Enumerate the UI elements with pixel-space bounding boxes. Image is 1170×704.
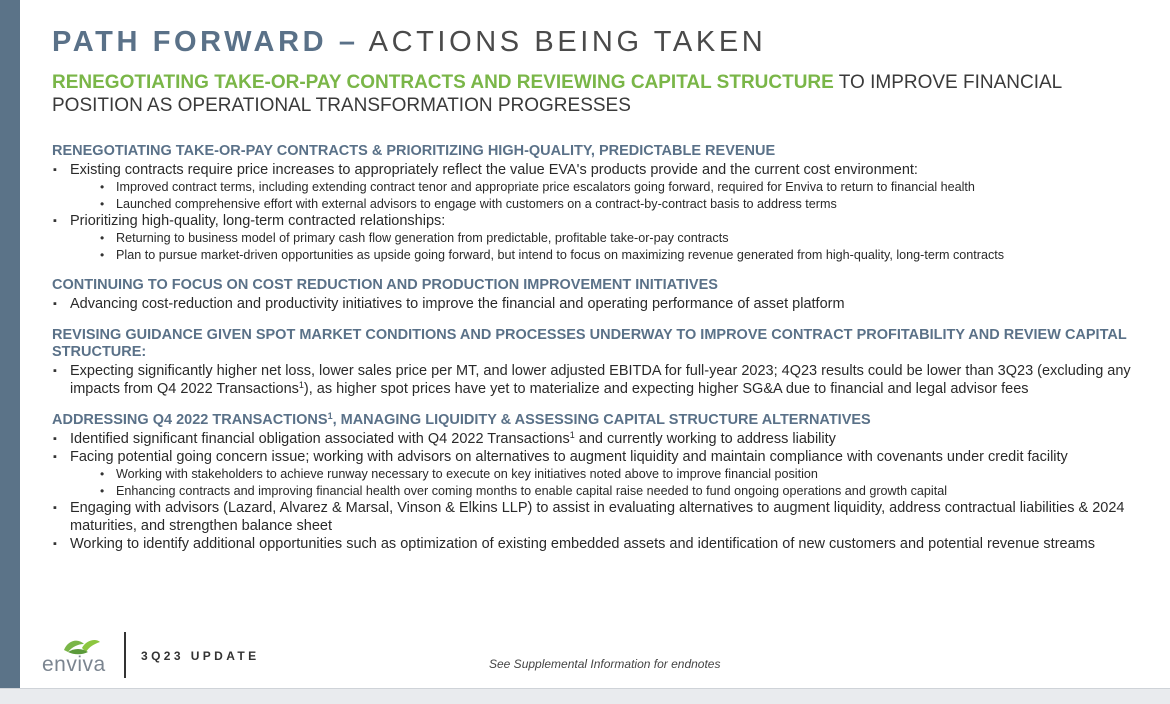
section-heading [52,412,1142,429]
title-bold: PATH FORWARD – [52,26,359,58]
list-item-text: and currently working to address liability [574,431,836,447]
section-revising-guidance [52,327,1170,398]
sub-list-item: • Improved contract terms, including extending contract tenor and appropriate price escalators going forward, required for Enviva to return to financial health [52,179,1170,196]
endnote-marker: 1 [569,430,575,440]
slide-title [52,26,766,59]
logo-text: enviva [42,653,106,676]
sub-list-item: • Launched comprehensive effort with external advisors to engage with customers on a contract-by-contract basis to address terms [52,196,1170,213]
enviva-logo [40,636,116,676]
sub-list-item: • Enhancing contracts and improving financial health over coming months to enable capital raise needed to fund ongoing operations and growth capital [52,483,1170,500]
list-item: ▪ Advancing cost-reduction and productivity initiatives to improve the financial and operating performance of asset platform [52,295,1160,313]
list-item: ▪ Facing potential going concern issue; working with advisors on alternatives to augment liquidity and maintain compliance with covenants under credit facility [52,448,1160,466]
left-accent-bar [0,0,20,690]
list-item [52,362,1160,398]
footer-endnote: See Supplemental Information for endnotes [489,657,721,671]
title-rest: ACTIONS BEING TAKEN [358,26,767,58]
bottom-strip [0,688,1170,704]
list-item-text: ), as higher spot prices have yet to materialize and expecting higher SG&A due to financial and legal advisor fees [303,381,1029,397]
list-item-line: ▪ Engaging with advisors (Lazard, Alvarez & Marsal, Vinson & Elkins LLP) to assist in evaluating alternatives to augment liquidity, address contractual liabilities & 2024 [70,500,1125,516]
subtitle-highlight: RENEGOTIATING TAKE-OR-PAY CONTRACTS AND REVIEWING CAPITAL STRUCTURE [52,72,834,93]
section-heading: CONTINUING TO FOCUS ON COST REDUCTION AND PRODUCTION IMPROVEMENT INITIATIVES [52,277,718,293]
section-renegotiating [52,143,1170,263]
heading-text: ADDRESSING Q4 2022 TRANSACTIONS [52,412,328,428]
slide-content [52,143,1170,567]
section-heading: RENEGOTIATING TAKE-OR-PAY CONTRACTS & PRIORITIZING HIGH-QUALITY, PREDICTABLE REVENUE [52,143,776,159]
subtitle-rest: TO IMPROVE FINANCIAL POSITION AS OPERATIONAL TRANSFORMATION PROGRESSES [52,72,1062,116]
list-item: ▪ Existing contracts require price increases to appropriately reflect the value EVA's products provide and the current cost environment: [52,161,1160,179]
footer-divider [124,632,126,678]
endnote-marker: 1 [327,411,333,421]
sub-list-item: • Working with stakeholders to achieve runway necessary to execute on key initiatives noted above to improve financial position [52,466,1170,483]
footer-update-label: 3Q23 UPDATE [141,649,260,663]
list-item-text: Expecting significantly higher net loss, lower sales price per MT, and lower adjusted EBITDA for full-year 2023; 4Q23 results could be lower than 3Q23 (excluding any impacts from Q4 2022 Transactions [70,363,1131,397]
sub-list-item: • Plan to pursue market-driven opportunities as upside going forward, but intend to focus on maximizing revenue generated from high-quality, long-term contracts [52,247,1170,264]
list-item: ▪ Working to identify additional opportunities such as optimization of existing embedded assets and identification of new customers and potential revenue streams [52,535,1170,553]
slide-subtitle [52,71,1142,117]
heading-text: , MANAGING LIQUIDITY & ASSESSING CAPITAL STRUCTURE ALTERNATIVES [332,412,871,428]
section-q4-transactions [52,412,1170,553]
section-heading: REVISING GUIDANCE GIVEN SPOT MARKET CONDITIONS AND PROCESSES UNDERWAY TO IMPROVE CONTRACT PROFITABILITY AND REVIEW CAPITAL STRUCTURE: [52,327,1127,360]
list-item-line: maturities, and strengthen balance sheet [70,518,332,534]
list-item [52,499,1170,535]
list-item-text: Identified significant financial obligation associated with Q4 2022 Transactions [70,431,570,447]
list-item [52,430,1160,448]
endnote-marker: 1 [298,380,304,390]
sub-list-item: • Returning to business model of primary cash flow generation from predictable, profitable take-or-pay contracts [52,230,1170,247]
section-cost-reduction [52,277,1170,313]
list-item: ▪ Prioritizing high-quality, long-term contracted relationships: [52,212,1160,230]
